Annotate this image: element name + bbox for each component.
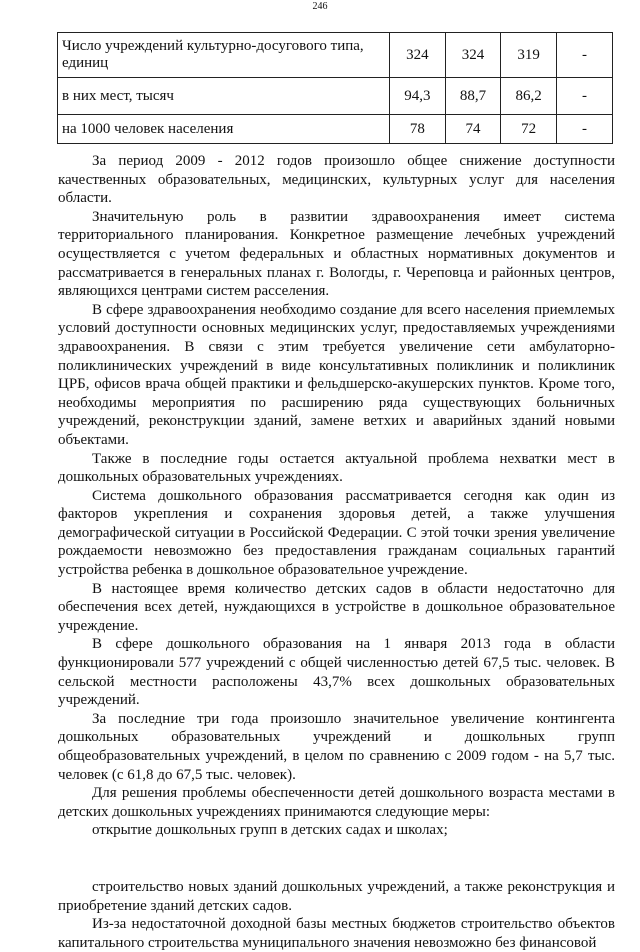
table-row: [58, 78, 613, 115]
statistics-table: [57, 32, 613, 144]
cell-value: 319: [501, 33, 557, 78]
row-label: в них мест, тысяч: [58, 78, 390, 115]
paragraph: В сфере дошкольного образования на 1 января 2013 года в области функционировали 577 учреждений с общей численностью детей 67,5 тыс. человек. В сельской местности расположены 43,7% всех дошкольных образовательных учреждений.: [58, 636, 615, 709]
paragraph: В настоящее время количество детских садов в области недостаточно для обеспечения всех детей, нуждающихся в устройстве в дошкольное образовательное учреждение.: [58, 580, 615, 634]
paragraph: Значительную роль в развитии здравоохранения имеет система территориального планирования. Конкретное размещение лечебных учреждений осуществляется с учетом федеральных и областных нормативных документов и рассматривается в генеральных планах г. Вологды, г. Череповца и районных центров, являющихся центрами систем расселения.: [58, 208, 615, 300]
cell-value: 94,3: [390, 78, 446, 115]
cell-value: 88,7: [445, 78, 501, 115]
cell-value: 86,2: [501, 78, 557, 115]
cell-value: 78: [390, 115, 446, 144]
cell-value: 72: [501, 115, 557, 144]
document-body: [58, 152, 615, 952]
cell-value: 324: [390, 33, 446, 78]
table-row: [58, 115, 613, 144]
paragraph: Система дошкольного образования рассматривается сегодня как один из факторов укрепления и сохранения здоровья детей, а также улучшения демографической ситуации в Российской Федерации. С этой точки зрения увеличение рождаемости невозможно без предоставления гражданам социальных гарантий устройства ребенка в дошкольное образовательное учреждение.: [58, 487, 615, 579]
paragraph: Для решения проблемы обеспеченности детей дошкольного возраста местами в детских дошкольных учреждениях принимаются следующие меры:: [58, 785, 615, 820]
cell-value: 324: [445, 33, 501, 78]
paragraph: За период 2009 - 2012 годов произошло общее снижение доступности качественных образовательных, медицинских, культурных услуг для населения области.: [58, 153, 615, 207]
page-number: 246: [312, 1, 328, 12]
cell-value: -: [556, 78, 612, 115]
paragraph: За последние три года произошло значительное увеличение контингента дошкольных образовательных учреждений и дошкольных групп общеобразовательных учреждений, в целом по сравнению с 2009 годом - на 5,7 тыс. человек (с 61,8 до 67,5 тыс. человек).: [58, 710, 615, 783]
paragraph: Также в последние годы остается актуальной проблема нехватки мест в дошкольных образовательных учреждениях.: [58, 450, 615, 486]
list-item: открытие дошкольных групп в детских садах и школах;: [92, 822, 448, 839]
cell-value: -: [556, 115, 612, 144]
paragraph: В сфере здравоохранения необходимо создание для всего населения приемлемых условий доступности основных медицинских услуг, предоставляемых учреждениями здравоохранения. В связи с этим требуется увеличение сети амбулаторно-поликлинических учреждений в виде консультативных поликлиник и поликлиник ЦРБ, офисов врача общей практики и фельдшерско-акушерских пунктов. Кроме того, необходимы мероприятия по расширению ряда существующих больничных учреждений, реконструкции зданий, замене ветхих и аварийных зданий новыми объектами.: [58, 301, 615, 448]
blank-space: [58, 840, 615, 878]
cell-value: 74: [445, 115, 501, 144]
cell-value: -: [556, 33, 612, 78]
table-row: [58, 33, 613, 78]
paragraph: Из-за недостаточной доходной базы местных бюджетов строительство объектов капитального строительства муниципального значения невозможно без финансовой: [58, 916, 615, 951]
row-label: на 1000 человек населения: [58, 115, 390, 144]
list-item: строительство новых зданий дошкольных учреждений, а также реконструкция и приобретение зданий детских садов.: [58, 878, 615, 914]
row-label: Число учреждений культурно-досугового типа, единиц: [58, 33, 390, 78]
